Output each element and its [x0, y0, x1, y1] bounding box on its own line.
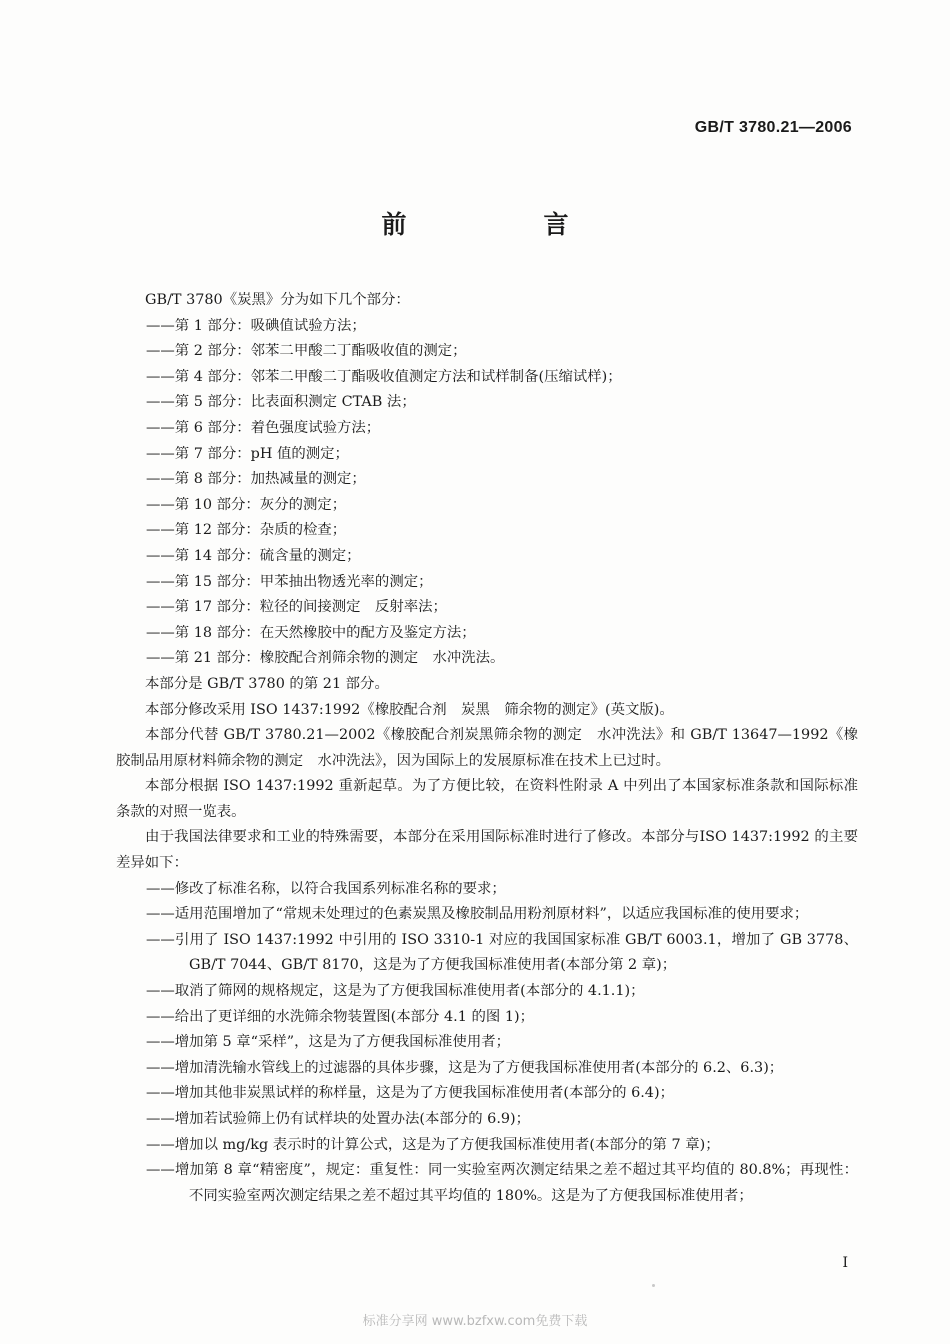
- paragraph: 本部分代替 GB/T 3780.21—2002《橡胶配合剂炭黑筛余物的测定 水冲洗法》和 GB/T 13647—1992《橡胶制品用原材料筛余物的测定 水冲洗法》，因为国际上的发展原标准在技术上已过时。: [116, 727, 858, 769]
- standard-code: GB/T 3780.21—2006: [694, 119, 852, 136]
- list-item: ——第 2 部分：邻苯二甲酸二丁酯吸收值的测定；: [146, 343, 467, 360]
- paragraph: 本部分根据 ISO 1437:1992 重新起草。为了方便比较，在资料性附录 A 中列出了本国家标准条款和国际标准条款的对照一览表。: [116, 778, 858, 820]
- list-item: ——取消了筛网的规格规定，这是为了方便我国标准使用者(本部分的 4.1.1)；: [146, 983, 645, 1000]
- list-item: ——第 4 部分：邻苯二甲酸二丁酯吸收值测定方法和试样制备(压缩试样)；: [146, 368, 622, 385]
- list-item: ——第 15 部分：甲苯抽出物透光率的测定；: [146, 573, 433, 590]
- list-item: ——给出了更详细的水洗筛余物装置图(本部分 4.1 的图 1)；: [146, 1008, 534, 1025]
- scan-speck: [652, 1284, 655, 1287]
- list-item: ——增加其他非炭黑试样的称样量，这是为了方便我国标准使用者(本部分的 6.4)；: [146, 1085, 674, 1102]
- list-item: ——增加第 5 章“采样”，这是为了方便我国标准使用者；: [146, 1034, 511, 1051]
- list-item: ——适用范围增加了“常规未处理过的色素炭黑及橡胶制品用粉剂原材料”，以适应我国标准的使用要求；: [146, 906, 809, 923]
- paragraph: 本部分是 GB/T 3780 的第 21 部分。: [145, 675, 389, 692]
- differences-list: [116, 877, 858, 1210]
- list-item: ——第 8 部分：加热减量的测定；: [146, 471, 366, 488]
- footer-watermark: 标准分享网 www.bzfxw.com免费下载: [362, 1314, 588, 1329]
- list-item: ——第 10 部分：灰分的测定；: [146, 496, 347, 513]
- list-item: ——第 18 部分：在天然橡胶中的配方及鉴定方法；: [146, 624, 476, 641]
- paragraph: 本部分修改采用 ISO 1437:1992《橡胶配合剂 炭黑 筛余物的测定》(英文版)。: [145, 701, 674, 718]
- list-item: ——第 1 部分：吸碘值试验方法；: [146, 317, 366, 334]
- page-title: 前 言: [381, 210, 625, 239]
- list-item: ——第 21 部分：橡胶配合剂筛余物的测定 水冲洗法。: [146, 650, 505, 667]
- list-item: ——增加第 8 章“精密度”，规定：重复性：同一实验室两次测定结果之差不超过其平均值的 80.8%；再现性：不同实验室两次测定结果之差不超过其平均值的 180%。这是为了方便我国标准使用者；: [146, 1162, 858, 1204]
- document-body: [116, 288, 858, 1209]
- list-item: ——增加以 mg/kg 表示时的计算公式，这是为了方便我国标准使用者(本部分的第 7 章)；: [146, 1136, 720, 1153]
- list-item: ——第 5 部分：比表面积测定 CTAB 法；: [146, 394, 416, 411]
- list-item: ——第 7 部分：pH 值的测定；: [146, 445, 349, 462]
- paragraph: 由于我国法律要求和工业的特殊需要，本部分在采用国际标准时进行了修改。本部分与ISO 1437:1992 的主要差异如下：: [116, 829, 858, 872]
- page-number: I: [842, 1255, 848, 1271]
- list-item: ——增加若试验筛上仍有试样块的处置办法(本部分的 6.9)；: [146, 1111, 531, 1127]
- list-item: ——第 17 部分：粒径的间接测定 反射率法；: [146, 599, 447, 616]
- intro-paragraph: GB/T 3780《炭黑》分为如下几个部分：: [145, 292, 410, 308]
- list-item: ——第 6 部分：着色强度试验方法；: [146, 419, 381, 436]
- parts-list: [116, 314, 858, 672]
- list-item: ——第 14 部分：硫含量的测定；: [146, 547, 361, 564]
- list-item: ——增加清洗输水管线上的过滤器的具体步骤，这是为了方便我国标准使用者(本部分的 6.2、6.3)；: [146, 1059, 784, 1076]
- list-item: ——修改了标准名称，以符合我国系列标准名称的要求；: [146, 880, 506, 897]
- list-item: ——第 12 部分：杂质的检查；: [146, 522, 347, 539]
- list-item: ——引用了 ISO 1437:1992 中引用的 ISO 3310-1 对应的我国国家标准 GB/T 6003.1，增加了 GB 3778、GB/T 7044、GB/T 8170，这是为了方便我国标准使用者(本部分第 2 章)；: [146, 931, 858, 974]
